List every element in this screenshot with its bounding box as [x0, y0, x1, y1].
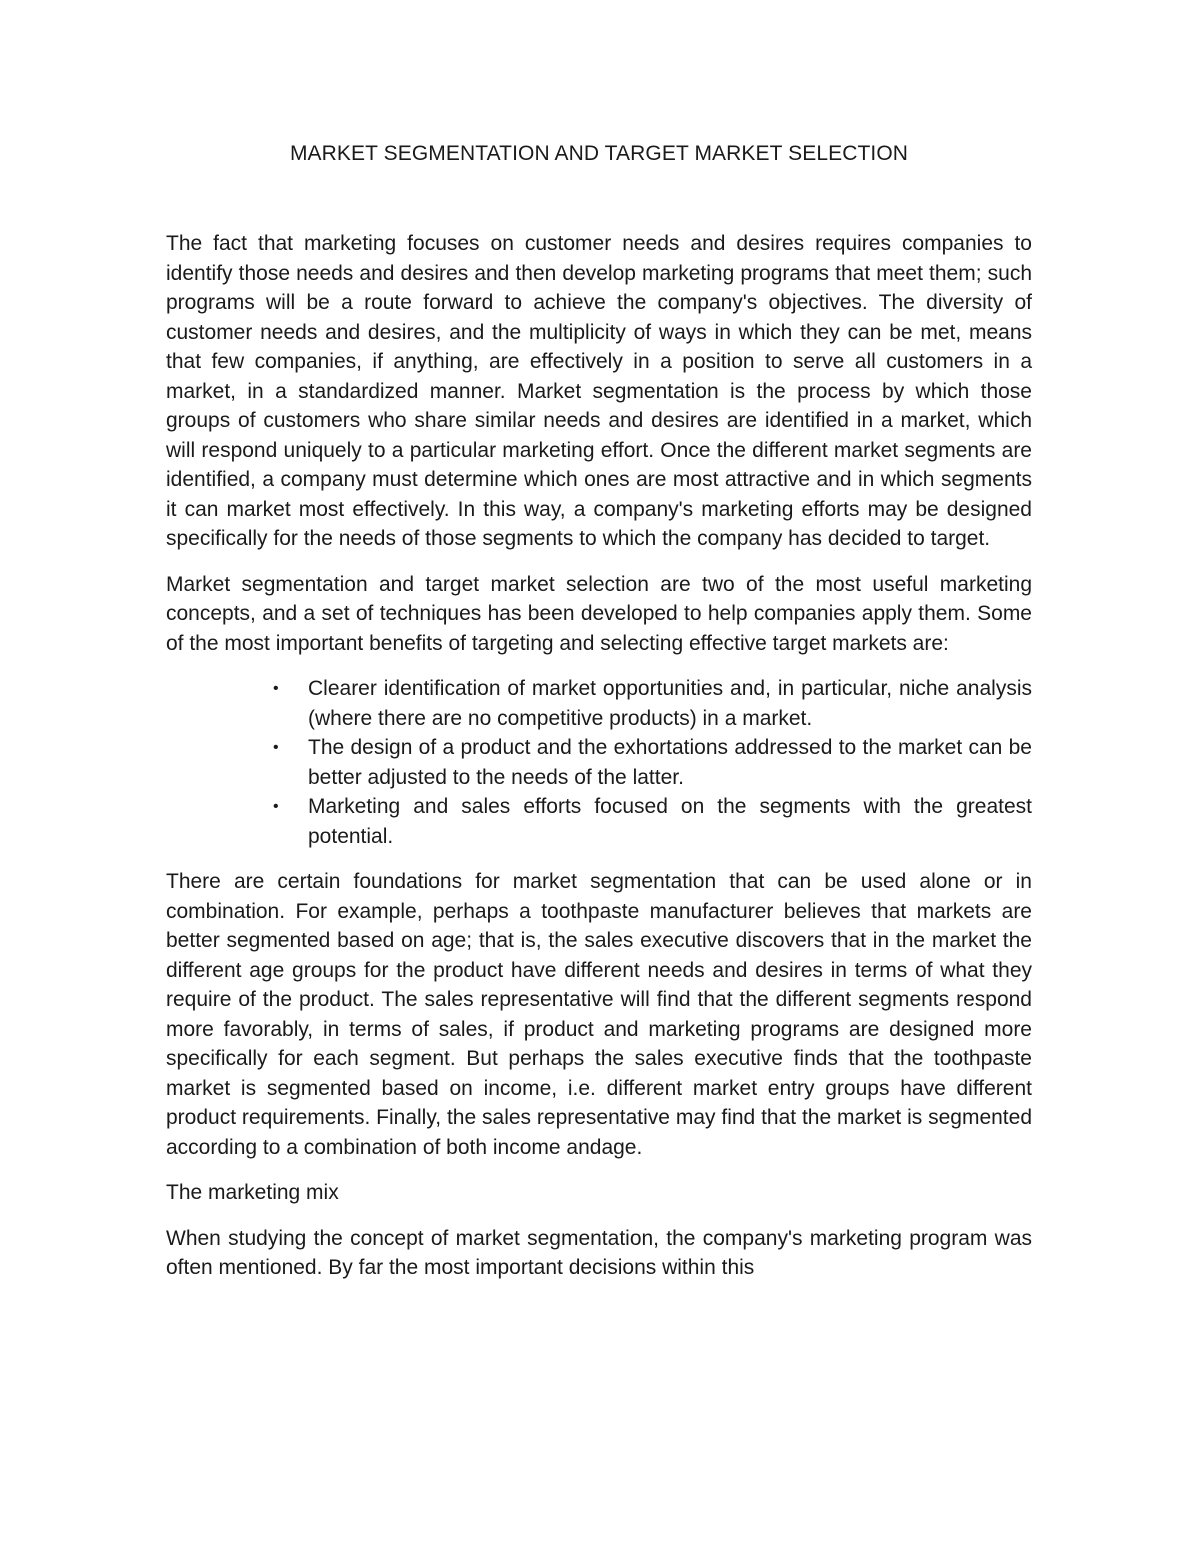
paragraph-intro: The fact that marketing focuses on customer needs and desires requires companies to identify those needs and desires and then develop marketing programs that meet them; such programs will be a route forward to achieve the company's objectives. The diversity of customer needs and desires, and the multiplicity of ways in which they can be met, means that few companies, if anything, are effectively in a position to serve all customers in a market, in a standardized manner. Market segmentation is the process by which those groups of customers who share similar needs and desires are identified in a market, which will respond uniquely to a particular marketing effort. Once the different market segments are identified, a company must determine which ones are most attractive and in which segments it can market most effectively. In this way, a company's marketing efforts may be designed specifically for the needs of those segments to which the company has decided to target.	[166, 232, 1032, 550]
paragraph-benefits-intro: Market segmentation and target market selection are two of the most useful marketing concepts, and a set of techniques has been developed to help companies apply them. Some of the most important benefits of targeting and selecting effective target markets are:	[166, 572, 1032, 655]
bullet-icon: •	[273, 798, 279, 815]
paragraph-marketing-mix: When studying the concept of market segmentation, the company's marketing program was often mentioned. By far the most important decisions within this	[166, 1226, 1032, 1279]
list-item	[273, 674, 1032, 733]
list-item-text: Clearer identification of market opportunities and, in particular, niche analysis (where there are no competitive products) in a market.	[308, 677, 1032, 730]
section-heading: The marketing mix	[166, 1181, 339, 1204]
paragraph-foundations: There are certain foundations for market segmentation that can be used alone or in combination. For example, perhaps a toothpaste manufacturer believes that markets are better segmented based on age; that is, the sales executive discovers that in the market the different age groups for the product have different needs and desires in terms of what they require of the product. The sales representative will find that the different segments respond more favorably, in terms of sales, if product and marketing programs are designed more specifically for each segment. But perhaps the sales executive finds that the toothpaste market is segmented based on income, i.e. different market entry groups have different product requirements. Finally, the sales representative may find that the market is segmented according to a combination of both income andage.	[166, 870, 1032, 1159]
benefits-list	[166, 674, 1032, 851]
list-item	[273, 792, 1032, 851]
list-item-text: The design of a product and the exhortations addressed to the market can be better adjusted to the needs of the latter.	[308, 736, 1032, 789]
list-item-text: Marketing and sales efforts focused on the segments with the greatest potential.	[308, 795, 1032, 848]
bullet-icon: •	[273, 680, 279, 697]
bullet-icon: •	[273, 739, 279, 756]
list-item	[273, 733, 1032, 792]
document-body	[166, 229, 1032, 1299]
page-title: MARKET SEGMENTATION AND TARGET MARKET SELECTION	[289, 142, 909, 165]
